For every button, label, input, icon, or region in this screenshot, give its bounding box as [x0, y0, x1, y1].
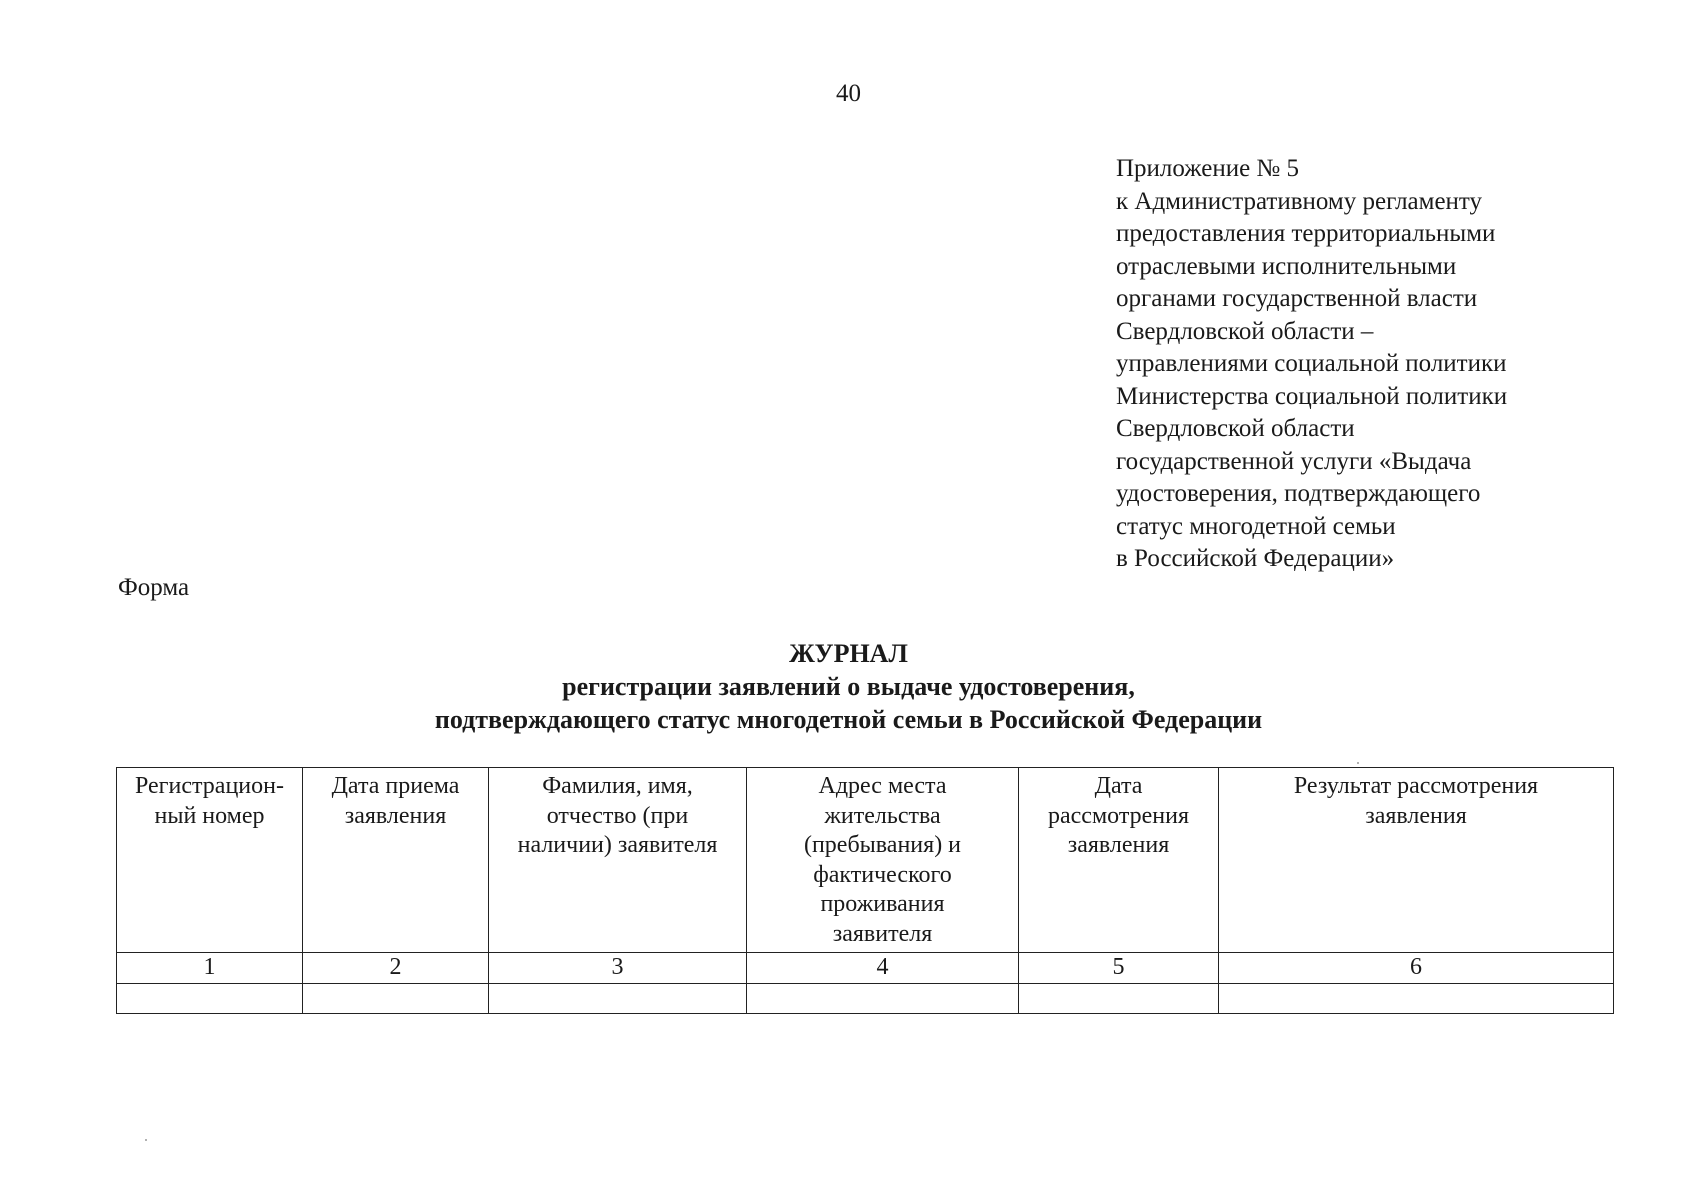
appendix-line: государственной услуги «Выдача [1116, 447, 1472, 475]
header-registration-number: Регистрацион- ный номер [117, 768, 303, 953]
header-review-result: Результат рассмотрения заявления [1219, 768, 1614, 953]
column-number: 5 [1019, 953, 1219, 984]
appendix-line: Приложение № 5 [1116, 155, 1300, 182]
scan-speck [145, 1139, 147, 1141]
appendix-line: Свердловской области – [1116, 317, 1374, 345]
empty-cell [117, 984, 303, 1014]
appendix-line: предоставления территориальными [1116, 220, 1496, 247]
form-label: Форма [118, 574, 190, 601]
column-number: 1 [117, 953, 303, 984]
table-header-row [117, 768, 1614, 953]
appendix-line: удостоверения, подтверждающего [1116, 480, 1481, 507]
column-number: 3 [489, 953, 747, 984]
title-line: ЖУРНАЛ [789, 639, 908, 668]
scan-speck [1357, 762, 1359, 764]
subtitle-line: регистрации заявлений о выдаче удостоверения, [562, 672, 1135, 701]
empty-cell [489, 984, 747, 1014]
empty-cell [1019, 984, 1219, 1014]
header-receipt-date: Дата приема заявления [303, 768, 489, 953]
column-number: 4 [747, 953, 1019, 984]
appendix-line: к Административному регламенту [1116, 187, 1483, 215]
column-number-row [117, 953, 1614, 984]
appendix-line: Свердловской области [1116, 415, 1355, 442]
appendix-line: Министерства социальной политики [1116, 382, 1508, 410]
header-review-date: Дата рассмотрения заявления [1019, 768, 1219, 953]
empty-entry-row [117, 984, 1614, 1014]
empty-cell [1219, 984, 1614, 1014]
column-number: 2 [303, 953, 489, 984]
appendix-line: статус многодетной семьи [1116, 512, 1396, 540]
column-number: 6 [1219, 953, 1614, 984]
empty-cell [747, 984, 1019, 1014]
appendix-line: управлениями социальной политики [1116, 350, 1507, 377]
appendix-line: отраслевыми исполнительными [1116, 252, 1457, 280]
subtitle-line: подтверждающего статус многодетной семьи в Российской Федерации [434, 705, 1263, 734]
document-title [0, 637, 1697, 736]
appendix-line: органами государственной власти [1116, 285, 1478, 312]
page-number: 40 [836, 80, 861, 107]
header-applicant-address: Адрес места жительства (пребывания) и фактического проживания заявителя [747, 768, 1019, 953]
appendix-line: в Российской Федерации» [1116, 545, 1395, 572]
journal-table [116, 767, 1614, 1014]
appendix-note [1116, 153, 1636, 576]
header-applicant-name: Фамилия, имя, отчество (при наличии) заявителя [489, 768, 747, 953]
empty-cell [303, 984, 489, 1014]
